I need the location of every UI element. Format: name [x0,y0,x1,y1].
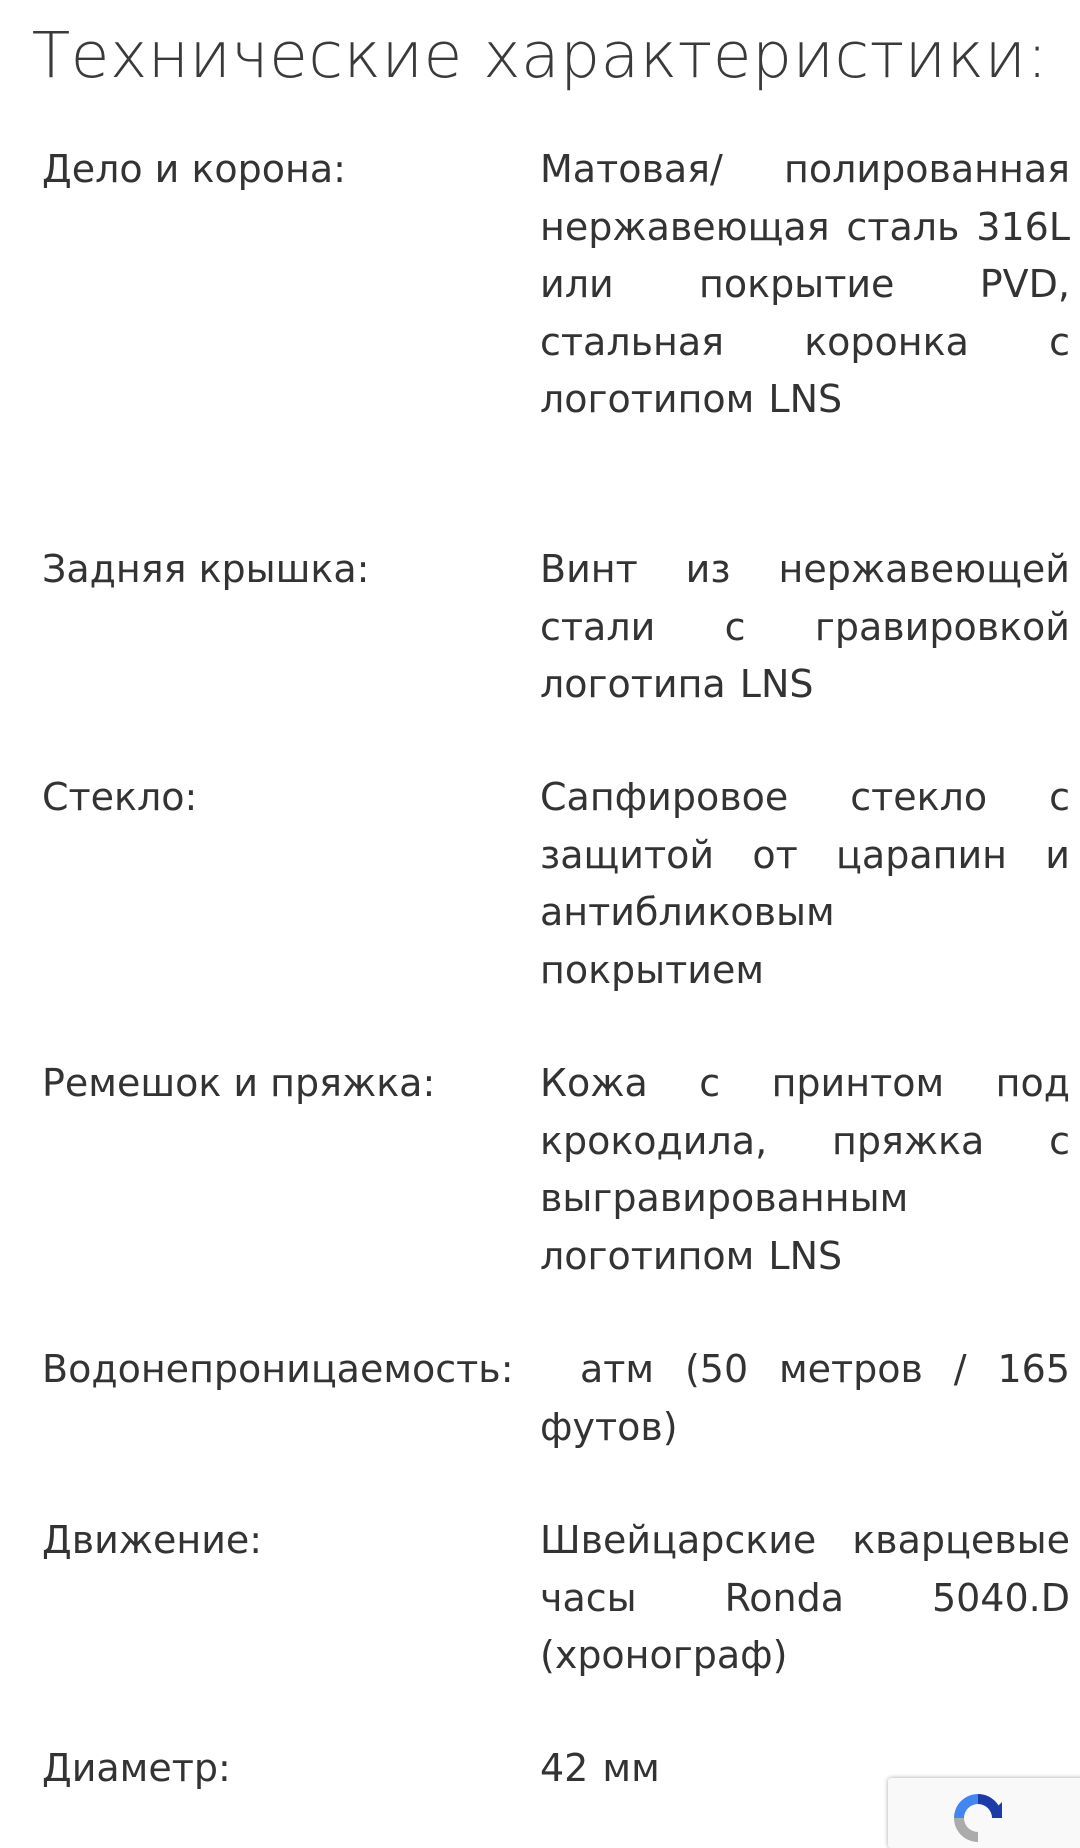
spec-value: Матовая/ полированная нержавеющая сталь 316L или покрытие PVD, стальная коронка с логотипом LNS [540,147,1070,421]
spec-value: Сапфировое стекло с защитой от царапин и антибликовым покрытием [540,775,1070,992]
spec-label: Водонепроницаемость: [42,1347,514,1391]
spec-value: атм (50 метров / 165 футов) [540,1347,1070,1449]
spec-label: Ремешок и пряжка: [42,1061,436,1105]
spec-label: Задняя крышка: [42,547,370,591]
recaptcha-logo-icon [948,1788,1008,1848]
page-title: Технические характеристики: [31,19,1049,92]
spec-value: Винт из нержавеющей стали с гравировкой логотипа LNS [540,547,1070,706]
spec-label: Стекло: [42,775,198,819]
spec-value: 42 мм [540,1746,660,1790]
spec-value: Швейцарские кварцевые часы Ronda 5040.D (хронограф) [540,1518,1070,1677]
spec-label: Диаметр: [42,1746,231,1790]
spec-value: Кожа с принтом под крокодила, пряжка с выгравированным логотипом LNS [540,1061,1070,1278]
spec-label: Движение: [42,1518,263,1562]
recaptcha-badge[interactable] [888,1778,1080,1848]
spec-label: Дело и корона: [42,147,346,191]
